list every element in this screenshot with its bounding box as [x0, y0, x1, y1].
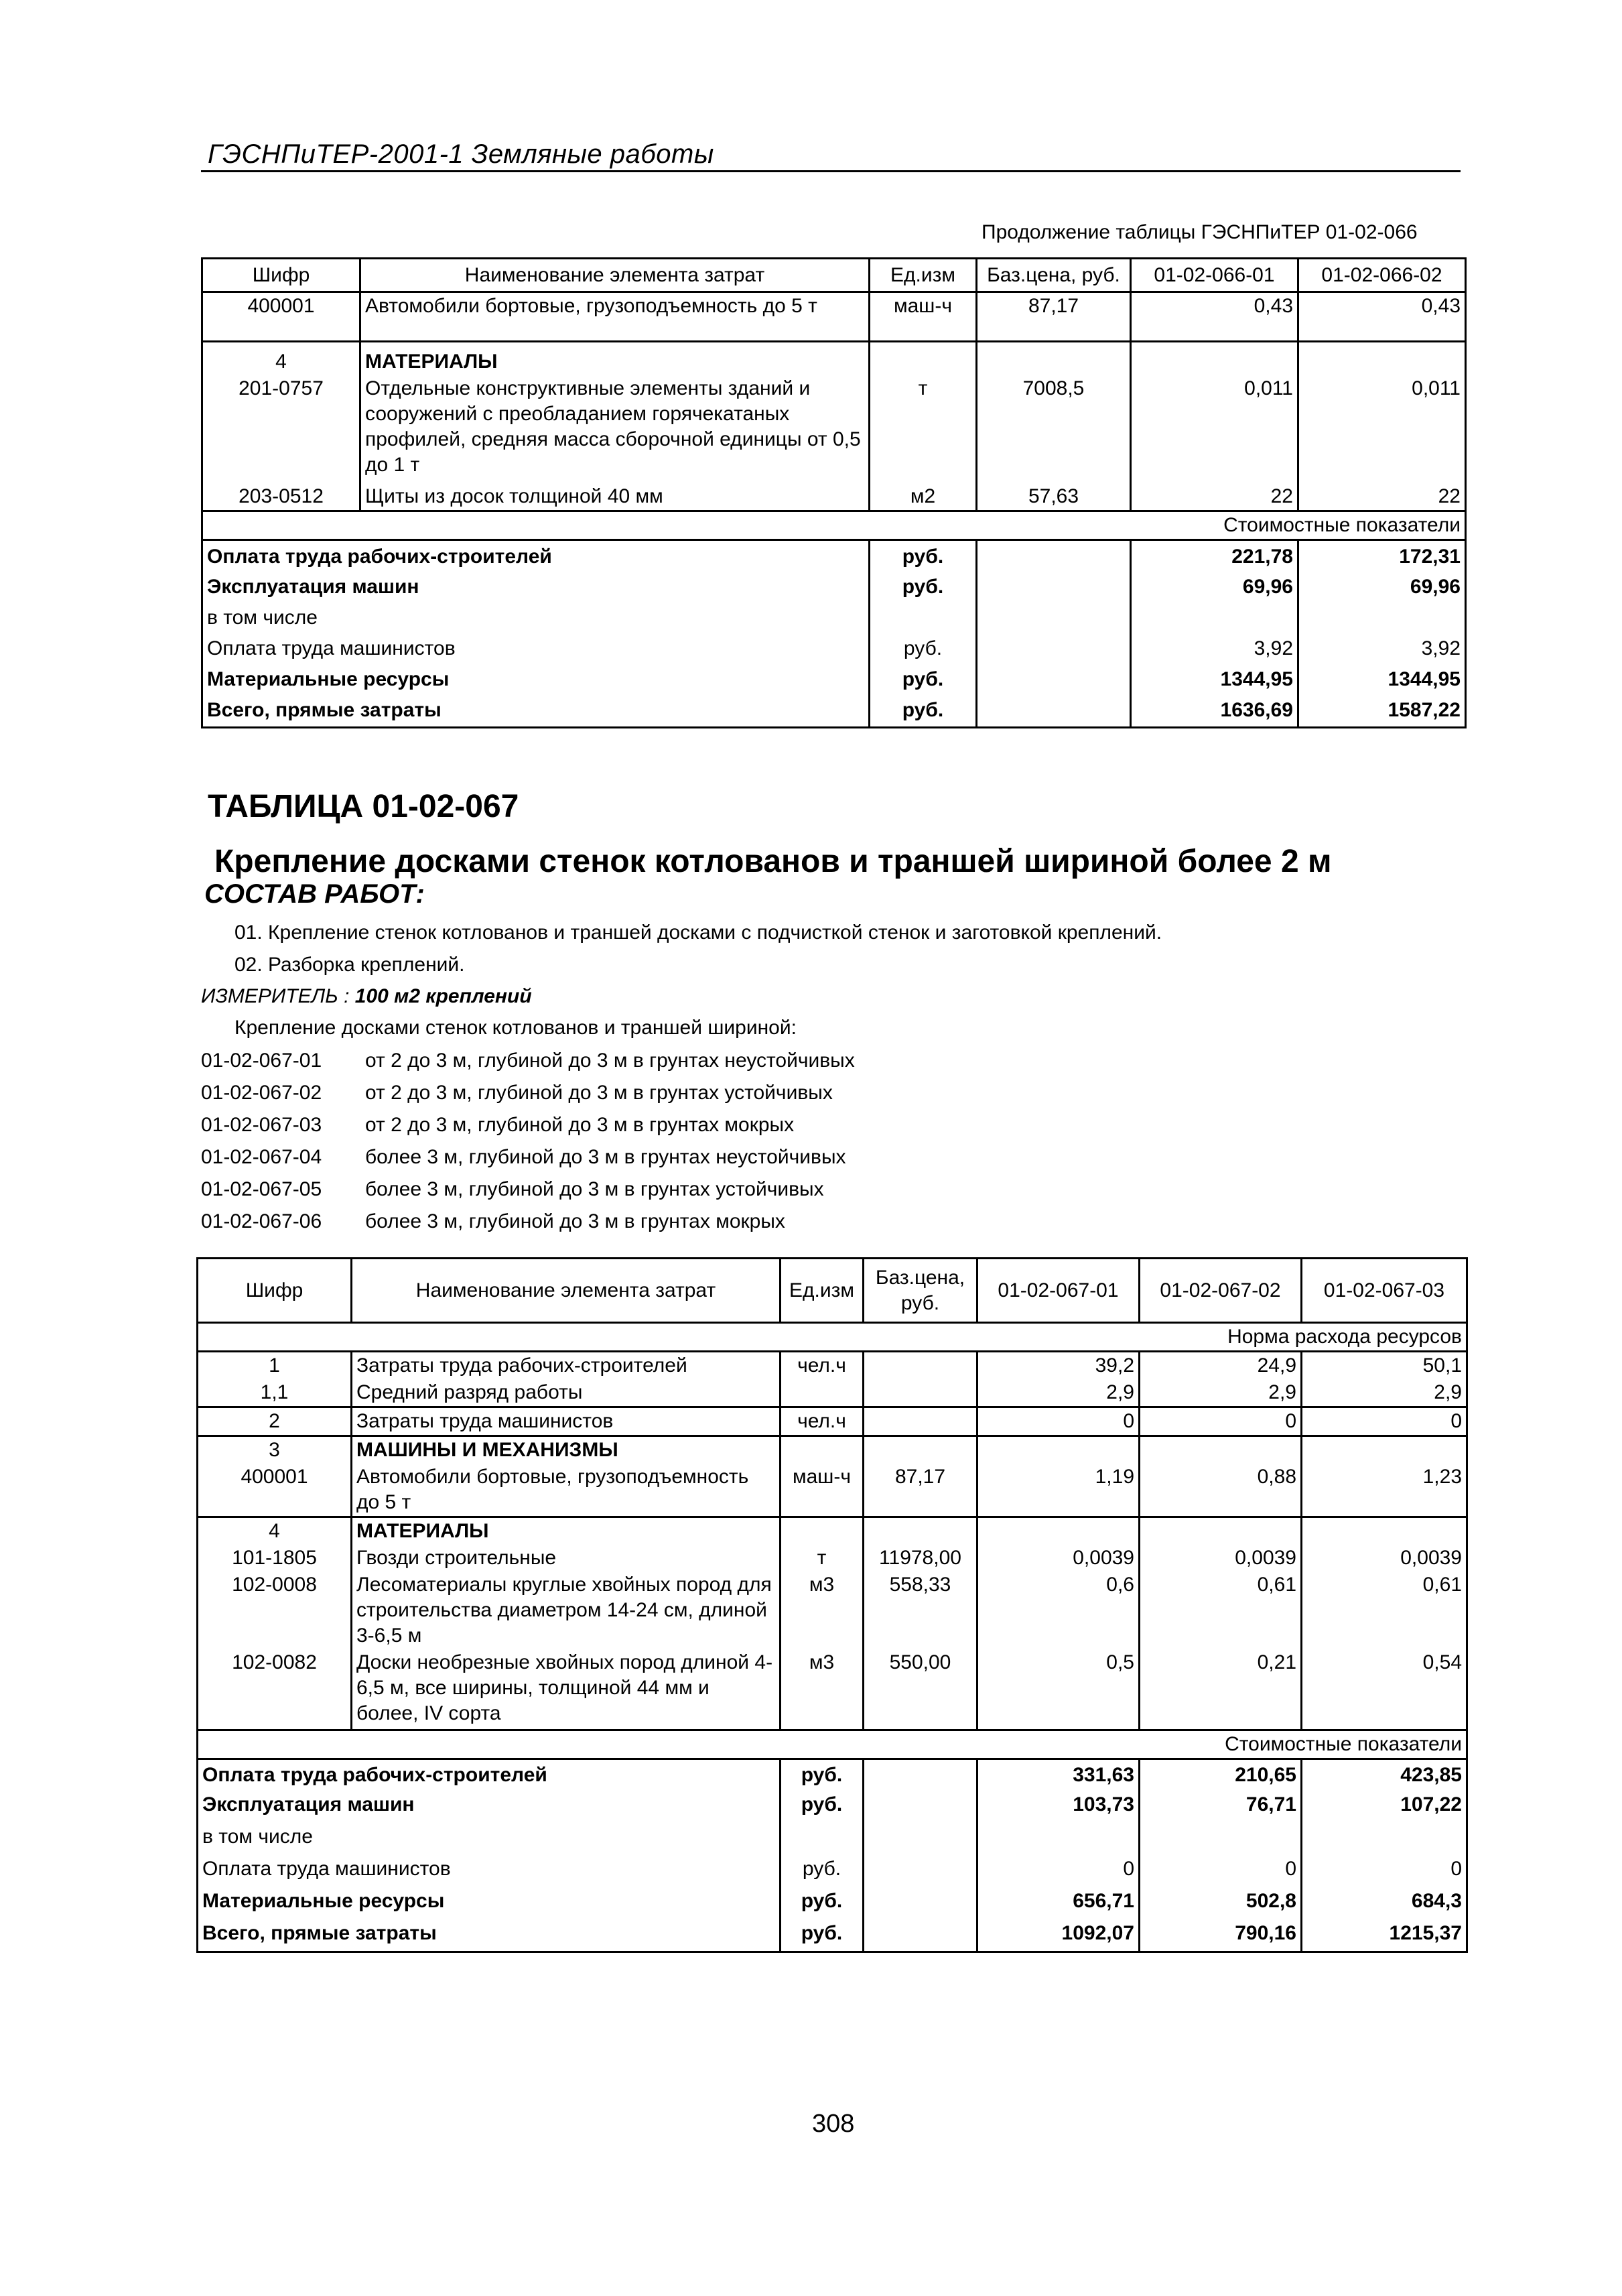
header-code: Шифр: [202, 259, 360, 292]
cell-value: 22: [1131, 483, 1298, 511]
summary-value: 0: [1302, 1856, 1467, 1888]
summary-row: [202, 574, 1466, 604]
summary-label: Эксплуатация машин: [198, 1791, 781, 1824]
summary-unit: руб.: [870, 540, 977, 574]
summary-value: 790,16: [1140, 1920, 1302, 1952]
summary-value: 1344,95: [1131, 666, 1298, 697]
cell-value: 0,88: [1140, 1464, 1302, 1517]
cell-code: 102-0082: [198, 1649, 352, 1730]
cell-code: 1,1: [198, 1379, 352, 1407]
summary-label: Эксплуатация машин: [202, 574, 870, 604]
cell-code: 3: [198, 1436, 352, 1464]
cell-value: 50,1: [1302, 1352, 1467, 1380]
variant-code: 01-02-067-05: [201, 1178, 322, 1200]
cell-value: 0,54: [1302, 1649, 1467, 1730]
cell-value: 0,61: [1140, 1572, 1302, 1649]
cell-unit: м3: [781, 1649, 864, 1730]
cell-code: 101-1805: [198, 1545, 352, 1572]
header-price: Баз.цена, руб.: [977, 259, 1131, 292]
summary-value: 684,3: [1302, 1888, 1467, 1920]
cell-value: 0,21: [1140, 1649, 1302, 1730]
variant-text: от 2 до 3 м, глубиной до 3 м в грунтах устойчивых: [365, 1082, 833, 1104]
summary-row: [198, 1888, 1467, 1920]
table-row: [202, 292, 1466, 342]
table-row: [202, 342, 1466, 376]
summary-row: [198, 1791, 1467, 1824]
cell-value: 2,9: [1140, 1379, 1302, 1407]
cell-name: Автомобили бортовые, грузоподъемность до 5 т: [352, 1464, 781, 1517]
cell-unit: [781, 1379, 864, 1407]
summary-value: 1092,07: [977, 1920, 1140, 1952]
variant-text: от 2 до 3 м, глубиной до 3 м в грунтах неустойчивых: [365, 1049, 855, 1072]
summary-row: [198, 1759, 1467, 1791]
cell-unit: т: [781, 1545, 864, 1572]
cell-unit: м3: [781, 1572, 864, 1649]
summary-value: 656,71: [977, 1888, 1140, 1920]
cell-price: 7008,5: [977, 375, 1131, 483]
summary-unit: руб.: [870, 635, 977, 666]
continuation-note: Продолжение таблицы ГЭСНПиТЕР 01-02-066: [982, 221, 1418, 243]
cell-code: 4: [202, 342, 360, 376]
cell-value: 24,9: [1140, 1352, 1302, 1380]
summary-value: 0: [977, 1856, 1140, 1888]
running-header: ГЭСНПиТЕР-2001-1 Земляные работы: [208, 139, 714, 169]
cell-value: 0,011: [1298, 375, 1466, 483]
summary-label: Всего, прямые затраты: [202, 697, 870, 728]
cell-value: 1,23: [1302, 1464, 1467, 1517]
header-col-2: 01-02-067-02: [1140, 1259, 1302, 1323]
summary-value: 1587,22: [1298, 697, 1466, 728]
table-row: [198, 1649, 1467, 1730]
cell-unit: маш-ч: [781, 1464, 864, 1517]
variants-intro: Крепление досками стенок котлованов и траншей шириной:: [234, 1017, 797, 1039]
cell-unit: т: [870, 375, 977, 483]
cell-price: 558,33: [864, 1572, 977, 1649]
header-col-1: 01-02-066-01: [1131, 259, 1298, 292]
work-item: 01. Крепление стенок котлованов и траншей досками с подчисткой стенок и заготовкой креплений.: [234, 921, 1162, 944]
section-label: МАТЕРИАЛЫ: [352, 1517, 781, 1545]
summary-unit: руб.: [781, 1856, 864, 1888]
table-row: [198, 1517, 1467, 1545]
meter-value: 100 м2 креплений: [354, 985, 532, 1007]
cell-name: Затраты труда машинистов: [352, 1407, 781, 1436]
summary-row: [198, 1824, 1467, 1856]
table-row: [198, 1407, 1467, 1436]
cell-price: 87,17: [864, 1464, 977, 1517]
summary-value: 69,96: [1298, 574, 1466, 604]
meter-line: [201, 985, 532, 1008]
cell-value: 2,9: [1302, 1379, 1467, 1407]
cell-value: 0: [977, 1407, 1140, 1436]
variant-text: более 3 м, глубиной до 3 м в грунтах устойчивых: [365, 1178, 824, 1200]
cell-name: Щиты из досок толщиной 40 мм: [360, 483, 870, 511]
summary-value: 210,65: [1140, 1759, 1302, 1791]
page-number: 308: [812, 2110, 855, 2138]
section-cost-indicators: Стоимостные показатели: [198, 1730, 1467, 1759]
summary-value: 76,71: [1140, 1791, 1302, 1824]
resource-table-01-02-067: [196, 1257, 1468, 1953]
cell-value: 2,9: [977, 1379, 1140, 1407]
cell-code: 400001: [202, 292, 360, 342]
header-name: Наименование элемента затрат: [352, 1259, 781, 1323]
section-label: МАШИНЫ И МЕХАНИЗМЫ: [352, 1436, 781, 1464]
summary-value: 107,22: [1302, 1791, 1467, 1824]
cell-name: Отдельные конструктивные элементы зданий и сооружений с преобладанием горячекатаных профилей, средняя масса сборочной единицы от 0,5 до 1 т: [360, 375, 870, 483]
cell-value: 1,19: [977, 1464, 1140, 1517]
header-price: Баз.цена, руб.: [864, 1259, 977, 1323]
summary-label: в том числе: [198, 1824, 781, 1856]
cell-name: Затраты труда рабочих-строителей: [352, 1352, 781, 1380]
header-col-1: 01-02-067-01: [977, 1259, 1140, 1323]
summary-row: [198, 1856, 1467, 1888]
summary-value: 103,73: [977, 1791, 1140, 1824]
section-label: МАТЕРИАЛЫ: [360, 342, 870, 376]
summary-row: [198, 1920, 1467, 1952]
table-row: [198, 1545, 1467, 1572]
table-row: [198, 1352, 1467, 1380]
table-row: [198, 1464, 1467, 1517]
summary-label: Оплата труда машинистов: [202, 635, 870, 666]
table-row: [198, 1572, 1467, 1649]
summary-value: 1636,69: [1131, 697, 1298, 728]
cell-code: 4: [198, 1517, 352, 1545]
header-name: Наименование элемента затрат: [360, 259, 870, 292]
cell-value: 39,2: [977, 1352, 1140, 1380]
summary-row: [202, 540, 1466, 574]
works-heading: СОСТАВ РАБОТ:: [204, 879, 425, 909]
variant-code: 01-02-067-02: [201, 1082, 322, 1104]
cell-name: Средний разряд работы: [352, 1379, 781, 1407]
summary-value: 1344,95: [1298, 666, 1466, 697]
summary-value: 0: [1140, 1856, 1302, 1888]
cell-unit: чел.ч: [781, 1352, 864, 1380]
header-rule: [201, 170, 1461, 172]
cell-unit: м2: [870, 483, 977, 511]
summary-value: 1215,37: [1302, 1920, 1467, 1952]
summary-value: 502,8: [1140, 1888, 1302, 1920]
section-cost-indicators: Стоимостные показатели: [202, 511, 1466, 540]
cell-name: Доски необрезные хвойных пород длиной 4-6,5 м, все ширины, толщиной 44 мм и более, IV сорта: [352, 1649, 781, 1730]
summary-value: 3,92: [1131, 635, 1298, 666]
summary-unit: руб.: [870, 574, 977, 604]
summary-label: в том числе: [202, 604, 870, 635]
cell-name: Автомобили бортовые, грузоподъемность до 5 т: [360, 292, 870, 342]
summary-unit: руб.: [781, 1791, 864, 1824]
summary-value: 69,96: [1131, 574, 1298, 604]
variant-text: более 3 м, глубиной до 3 м в грунтах неустойчивых: [365, 1146, 846, 1168]
cell-code: 102-0008: [198, 1572, 352, 1649]
cell-value: 0: [1302, 1407, 1467, 1436]
cell-price: [864, 1352, 977, 1380]
header-code: Шифр: [198, 1259, 352, 1323]
cell-code: 203-0512: [202, 483, 360, 511]
header-unit: Ед.изм: [870, 259, 977, 292]
variant-code: 01-02-067-04: [201, 1146, 322, 1168]
cell-value: 0,43: [1131, 292, 1298, 342]
cell-value: 0,6: [977, 1572, 1140, 1649]
cell-value: 0,5: [977, 1649, 1140, 1730]
summary-label: Материальные ресурсы: [202, 666, 870, 697]
cell-value: 0,61: [1302, 1572, 1467, 1649]
summary-value: 3,92: [1298, 635, 1466, 666]
header-unit: Ед.изм: [781, 1259, 864, 1323]
cell-unit: чел.ч: [781, 1407, 864, 1436]
table-row: [202, 375, 1466, 483]
cell-price: [864, 1407, 977, 1436]
variant-text: от 2 до 3 м, глубиной до 3 м в грунтах мокрых: [365, 1114, 795, 1136]
cell-code: 1: [198, 1352, 352, 1380]
summary-row: [202, 697, 1466, 728]
cell-code: 201-0757: [202, 375, 360, 483]
variant-code: 01-02-067-03: [201, 1114, 322, 1136]
section-norm: Норма расхода ресурсов: [198, 1323, 1467, 1352]
cell-value: 0,0039: [977, 1545, 1140, 1572]
summary-unit: руб.: [781, 1759, 864, 1791]
summary-value: 423,85: [1302, 1759, 1467, 1791]
summary-value: 221,78: [1131, 540, 1298, 574]
summary-row: [202, 635, 1466, 666]
summary-row: [202, 604, 1466, 635]
summary-unit: руб.: [870, 697, 977, 728]
summary-label: Оплата труда рабочих-строителей: [198, 1759, 781, 1791]
cell-value: 0,0039: [1302, 1545, 1467, 1572]
variant-code: 01-02-067-01: [201, 1049, 322, 1072]
summary-row: [202, 666, 1466, 697]
cell-price: 11978,00: [864, 1545, 977, 1572]
table-title: ТАБЛИЦА 01-02-067: [208, 789, 519, 824]
summary-label: Оплата труда машинистов: [198, 1856, 781, 1888]
cell-value: 0,43: [1298, 292, 1466, 342]
table-subtitle: Крепление досками стенок котлованов и траншей шириной более 2 м: [214, 844, 1332, 879]
summary-value: 331,63: [977, 1759, 1140, 1791]
cell-price: [864, 1379, 977, 1407]
cell-code: 400001: [198, 1464, 352, 1517]
cell-name: Лесоматериалы круглые хвойных пород для строительства диаметром 14-24 см, длиной 3-6,5 м: [352, 1572, 781, 1649]
cell-unit: маш-ч: [870, 292, 977, 342]
work-item: 02. Разборка креплений.: [234, 954, 465, 976]
cell-value: 0: [1140, 1407, 1302, 1436]
table-row: [202, 483, 1466, 511]
summary-value: 172,31: [1298, 540, 1466, 574]
cell-value: 22: [1298, 483, 1466, 511]
header-col-2: 01-02-066-02: [1298, 259, 1466, 292]
cell-name: Гвозди строительные: [352, 1545, 781, 1572]
summary-label: Всего, прямые затраты: [198, 1920, 781, 1952]
summary-label: Оплата труда рабочих-строителей: [202, 540, 870, 574]
table-row: [198, 1379, 1467, 1407]
summary-unit: руб.: [781, 1888, 864, 1920]
header-col-3: 01-02-067-03: [1302, 1259, 1467, 1323]
meter-label: ИЗМЕРИТЕЛЬ :: [201, 985, 350, 1007]
summary-label: Материальные ресурсы: [198, 1888, 781, 1920]
cell-value: 0,011: [1131, 375, 1298, 483]
cell-code: 2: [198, 1407, 352, 1436]
variant-code: 01-02-067-06: [201, 1210, 322, 1232]
table-row: [198, 1436, 1467, 1464]
resource-table-01-02-066: [201, 257, 1467, 728]
cell-value: 0,0039: [1140, 1545, 1302, 1572]
cell-price: 550,00: [864, 1649, 977, 1730]
cell-price: 87,17: [977, 292, 1131, 342]
cell-price: 57,63: [977, 483, 1131, 511]
summary-unit: руб.: [781, 1920, 864, 1952]
variant-text: более 3 м, глубиной до 3 м в грунтах мокрых: [365, 1210, 785, 1232]
summary-unit: руб.: [870, 666, 977, 697]
